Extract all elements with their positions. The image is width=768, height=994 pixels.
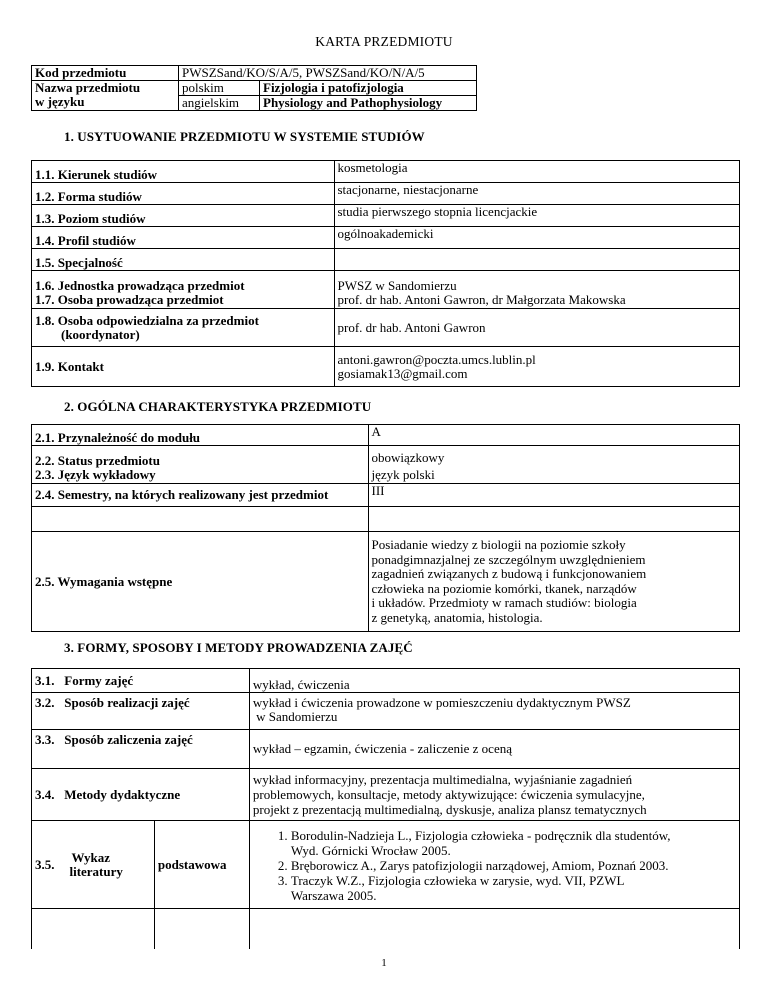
document-title: KARTA PRZEDMIOTU <box>315 34 453 49</box>
semesters-label: 2.4. Semestry, na których realizowany jest przedmiot <box>32 484 369 507</box>
lecturer-label: 1.7. Osoba prowadząca przedmiot <box>35 292 224 307</box>
section-3-table <box>31 668 740 949</box>
literature-item: 3. Traczyk W.Z., Fizjologia człowieka w zarysie, wyd. VII, PZWL Warszawa 2005. <box>291 873 736 903</box>
subject-name-polish: Fizjologia i patofizjologia <box>260 81 477 96</box>
study-field-value: kosmetologia <box>334 161 740 183</box>
lecturer-value: prof. dr hab. Antoni Gawron, dr Małgorzata Makowska <box>337 292 626 307</box>
section-1-table <box>31 160 740 387</box>
section-1-heading: 1. USYTUOWANIE PRZEDMIOTU W SYSTEMIE STUDIÓW <box>64 129 425 144</box>
coordinator-label: 1.8. Osoba odpowiedzialna za przedmiot (koordynator) <box>32 309 335 347</box>
language-value: język polski <box>371 467 435 482</box>
literature-continuation-mid <box>154 909 249 949</box>
prerequisites-label: 2.5. Wymagania wstępne <box>32 532 369 632</box>
teaching-methods-value: wykład informacyjny, prezentacja multimedialna, wyjaśnianie zagadnień problemowych, konsultacje, metody aktywizujące: ćwiczenia symulacyjne, projekt z prezentacją multimedialną, dyskusje, analiza plansz tematycznych <box>249 769 739 821</box>
study-field-label: 1.1. Kierunek studiów <box>32 161 335 183</box>
study-form-label: 1.2. Forma studiów <box>32 183 335 205</box>
literature-item: 1. Borodulin-Nadzieja L., Fizjologia człowieka - podręcznik dla studentów, Wyd. Górnicki Wrocław 2005. <box>291 828 736 858</box>
contact-value <box>334 347 740 387</box>
study-profile-value: ogólnoakademicki <box>334 227 740 249</box>
subject-header-table <box>31 65 477 111</box>
subject-name-label: Nazwa przedmiotu w języku <box>32 81 179 111</box>
assessment-value: wykład – egzamin, ćwiczenia - zaliczenie z oceną <box>249 730 739 769</box>
literature-basic-label: podstawowa <box>154 821 249 909</box>
status-label: 2.2. Status przedmiotu <box>35 453 160 468</box>
module-value: A <box>368 425 740 446</box>
study-profile-label: 1.4. Profil studiów <box>32 227 335 249</box>
subject-code-value: PWSZSand/KO/S/A/5, PWSZSand/KO/N/A/5 <box>179 66 477 81</box>
contact-email-2: gosiamak13@gmail.com <box>337 365 468 381</box>
literature-number: 3.5. <box>32 821 67 909</box>
unit-label: 1.6. Jednostka prowadząca przedmiot <box>35 278 245 293</box>
unit-and-lecturer-labels <box>32 271 335 309</box>
language-label: 2.3. Język wykładowy <box>35 467 156 482</box>
section-2-heading: 2. OGÓLNA CHARAKTERYSTYKA PRZEDMIOTU <box>64 399 372 414</box>
module-label: 2.1. Przynależność do modułu <box>32 425 369 446</box>
lang-polish-label: polskim <box>179 81 260 96</box>
delivery-method-label: 3.2. Sposób realizacji zajęć <box>32 693 250 730</box>
status-and-language-values <box>368 446 740 484</box>
teaching-methods-label: 3.4. Metody dydaktyczne <box>32 769 250 821</box>
lang-english-label: angielskim <box>179 96 260 111</box>
coordinator-value: prof. dr hab. Antoni Gawron <box>334 309 740 347</box>
delivery-method-value: wykład i ćwiczenia prowadzone w pomieszczeniu dydaktycznym PWSZ w Sandomierzu <box>249 693 739 730</box>
status-value: obowiązkowy <box>371 450 445 465</box>
page-number: 1 <box>381 957 387 969</box>
specialty-label: 1.5. Specjalność <box>32 249 335 271</box>
study-form-value: stacjonarne, niestacjonarne <box>334 183 740 205</box>
literature-continuation-right <box>249 909 739 949</box>
assessment-label: 3.3. Sposób zaliczenia zajęć <box>32 730 250 769</box>
study-level-value: studia pierwszego stopnia licencjackie <box>334 205 740 227</box>
spacer-cell-right <box>368 507 740 532</box>
literature-continuation-left <box>32 909 155 949</box>
section-3-heading: 3. FORMY, SPOSOBY I METODY PROWADZENIA ZAJĘĆ <box>64 640 413 655</box>
class-forms-label: 3.1. Formy zajęć <box>32 669 250 693</box>
unit-value: PWSZ w Sandomierzu <box>337 278 457 293</box>
subject-name-english: Physiology and Pathophysiology <box>260 96 477 111</box>
literature-item: 2. Bręborowicz A., Zarys patofizjologii narządowej, Amiom, Poznań 2003. <box>291 858 736 873</box>
literature-basic-list <box>249 821 739 909</box>
study-level-label: 1.3. Poziom studiów <box>32 205 335 227</box>
unit-and-lecturer-values <box>334 271 740 309</box>
semesters-value: III <box>368 484 740 507</box>
subject-code-label: Kod przedmiotu <box>32 66 179 81</box>
literature-label: Wykaz literatury <box>66 821 154 909</box>
prerequisites-value: Posiadanie wiedzy z biologii na poziomie szkoły ponadgimnazjalnej ze szczególnym uwzględnieniem zagadnień związanych z budową i funkcjonowaniem człowieka na poziomie komórki, tkanek, narządów i układów. Przedmioty w ramach studiów: biologia z genetyką, anatomia, histologia. <box>368 532 740 632</box>
status-and-language-labels <box>32 446 369 484</box>
class-forms-value: wykład, ćwiczenia <box>249 669 739 693</box>
contact-label: 1.9. Kontakt <box>32 347 335 387</box>
specialty-value <box>334 249 740 271</box>
spacer-cell-left <box>32 507 369 532</box>
contact-email-1: antoni.gawron@poczta.umcs.lublin.pl <box>337 351 536 367</box>
section-2-table <box>31 424 740 632</box>
